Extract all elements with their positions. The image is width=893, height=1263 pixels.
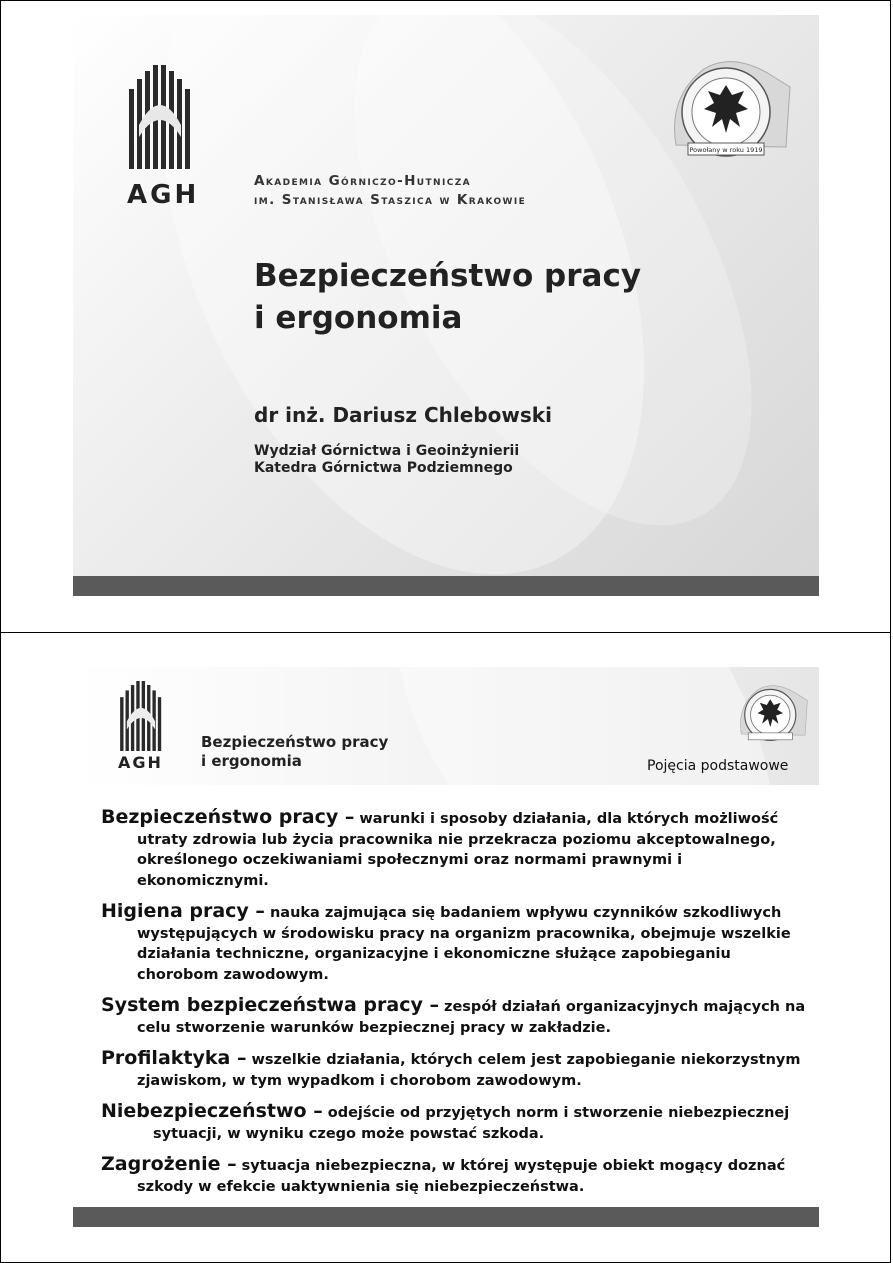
- university-name: [254, 172, 526, 210]
- footer-bar: [73, 576, 819, 596]
- author-name: dr inż. Dariusz Chlebowski: [254, 403, 552, 427]
- faculty-name: Wydział Górnictwa i Geoinżynierii: [254, 443, 520, 459]
- university-name-line1: Akademia Górniczo-Hutnicza: [254, 173, 472, 189]
- header-title: [201, 733, 388, 771]
- definitions-list: [101, 807, 816, 1207]
- definition-term: Bezpieczeństwo pracy –: [101, 806, 355, 828]
- definition-item: [101, 1101, 816, 1144]
- definition-term: Niebezpieczeństwo –: [101, 1100, 323, 1122]
- section-title: Pojęcia podstawowe: [647, 758, 789, 774]
- definition-text: warunki i sposoby działania, dla których możliwość utraty zdrowia lub życia pracownika nie przekracza poziomu akceptowalnego, określonego oczekiwaniami społecznymi oraz normami prawnymi i ekonomicznymi.: [137, 811, 779, 889]
- definition-text: odejście od przyjętych norm i stworzenie niebezpiecznej sytuacji, w wyniku czego może powstać szkoda.: [153, 1105, 790, 1142]
- definition-term: System bezpieczeństwa pracy –: [101, 994, 439, 1016]
- faculty-seal-icon: [733, 683, 811, 741]
- affiliation: [254, 443, 519, 477]
- presentation-title-line1: Bezpieczeństwo pracy: [254, 258, 642, 294]
- definition-term: Profilaktyka –: [101, 1047, 247, 1069]
- definition-item: [101, 1154, 816, 1197]
- definition-text: sytuacja niebezpieczna, w której występuje obiekt mogący doznać szkody w efekcie uaktywnienia się niebezpieczeństwa.: [137, 1158, 786, 1195]
- presentation-title: [254, 255, 641, 339]
- agh-logo-text: AGH: [118, 753, 163, 772]
- university-name-line2: im. Stanisława Staszica w Krakowie: [254, 192, 527, 208]
- agh-logo-icon: [117, 681, 165, 751]
- definition-item: [101, 1048, 816, 1091]
- title-slide: [73, 15, 819, 596]
- agh-logo-text: AGH: [127, 180, 200, 210]
- definitions-slide: [73, 667, 819, 1227]
- department-name: Katedra Górnictwa Podziemnego: [254, 460, 513, 476]
- definition-text: zespół działań organizacyjnych mających na celu stworzenie warunków bezpiecznej pracy w zakładzie.: [137, 999, 806, 1036]
- footer-bar: [73, 1207, 819, 1227]
- presentation-title-line2: i ergonomia: [254, 300, 463, 336]
- definition-term: Higiena pracy –: [101, 900, 265, 922]
- header-title-line1: Bezpieczeństwo pracy: [201, 733, 389, 751]
- definition-text: wszelkie działania, których celem jest zapobieganie niekorzystnym zjawiskom, w tym wypadkom i chorobom zawodowym.: [137, 1052, 801, 1089]
- faculty-seal-icon: [664, 57, 794, 157]
- header-title-line2: i ergonomia: [201, 752, 302, 770]
- slide-header: [73, 667, 819, 785]
- definition-item: [101, 807, 816, 891]
- agh-logo-icon: [125, 65, 195, 173]
- definition-item: [101, 901, 816, 985]
- definition-text: nauka zajmująca się badaniem wpływu czynników szkodliwych występujących w środowisku pracy na organizm pracownika, obejmuje wszelkie działania techniczne, organizacyjne i ekonomiczne służące zapobieganiu chorobom zawodowym.: [137, 905, 791, 983]
- definition-item: [101, 995, 816, 1038]
- seal-founded-text: Powołany w roku 1919: [689, 146, 763, 154]
- definition-term: Zagrożenie –: [101, 1153, 237, 1175]
